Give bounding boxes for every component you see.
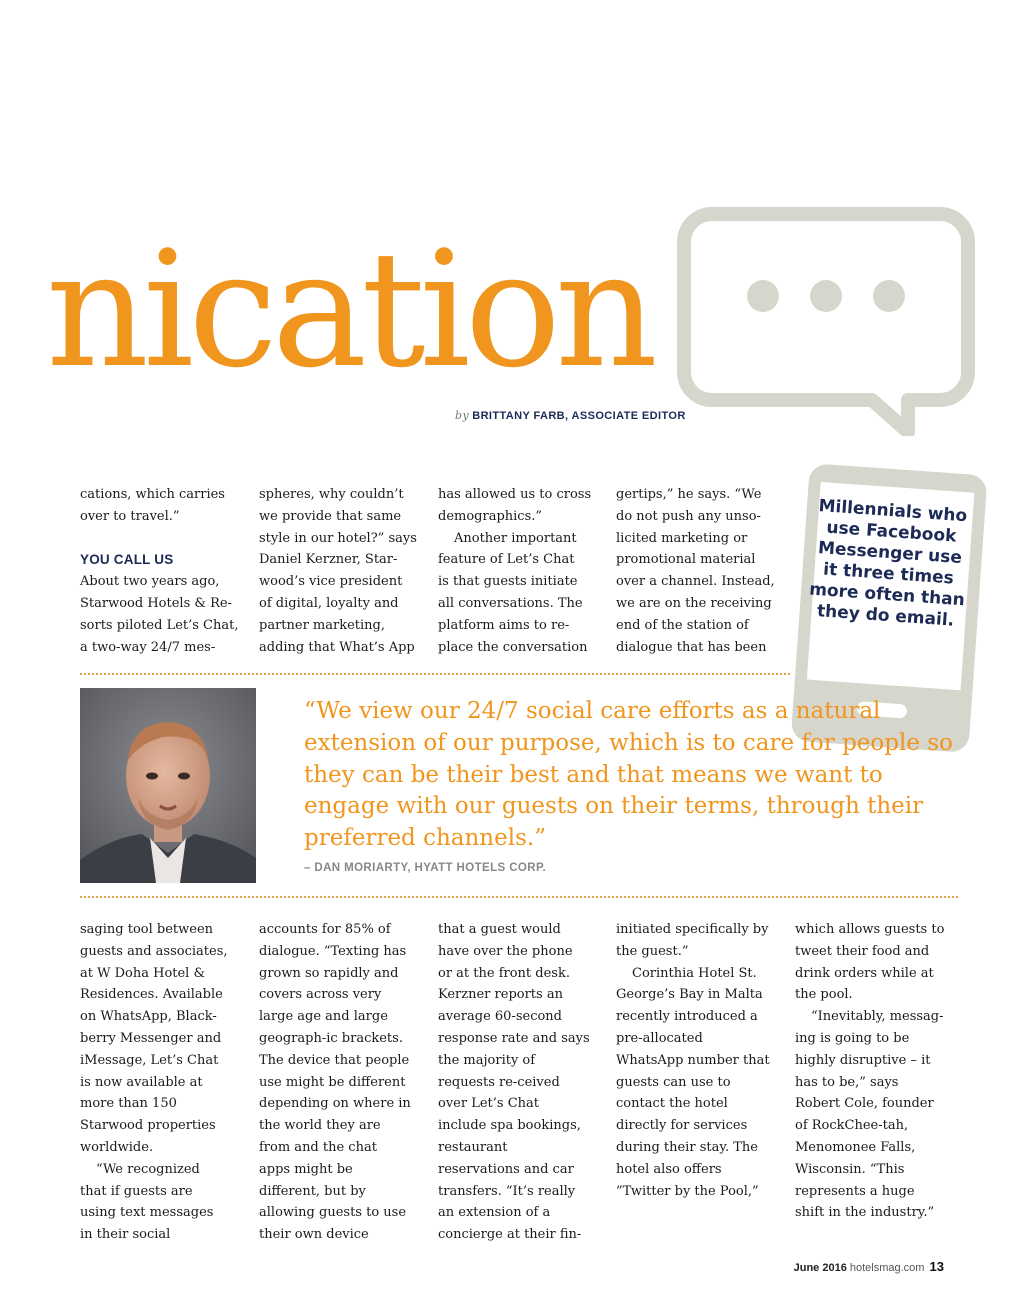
- text-line: end of the station of: [616, 617, 749, 633]
- top-column-4: [616, 484, 781, 658]
- text-line: adding that What’s App: [259, 639, 415, 655]
- text-line: we provide that same: [259, 508, 402, 524]
- pull-quote: “We view our 24/7 social care efforts as a natural extension of our purpose, which is to care for people so they can be their best and that means we want to engage with our guests on their terms, through their preferred channels.”: [304, 698, 953, 852]
- paragraph: Corinthia Hotel St. George’s Bay in Malta recently introduced a pre-allocated WhatsApp number that guests can use to contact the hotel directly for services during their stay. The hotel also offers ”Twitter by the Pool,”: [616, 965, 770, 1199]
- text-line: demographics.”: [438, 508, 543, 524]
- article-headline: nication: [46, 216, 653, 403]
- text-line: we are on the receiving: [616, 595, 772, 611]
- text-line: feature of Let’s Chat: [438, 552, 575, 568]
- text-line: a two-way 24/7 mes-: [80, 639, 216, 655]
- paragraph: accounts for 85% of dialogue. “Texting has grown so rapidly and covers across very large age and large geograph-ic brackets. The device that people use might be different depending on where in the world they are from and the chat apps might be different, but by allowing guests to use their own device: [259, 922, 411, 1243]
- top-column-2: [259, 484, 419, 658]
- text-line: style in our hotel?” says: [259, 530, 417, 546]
- top-column-3: [438, 484, 598, 658]
- text-line: promotional material: [616, 552, 756, 568]
- bottom-column-2: [259, 919, 411, 1246]
- section-divider: [80, 896, 958, 898]
- bottom-column-4: [616, 919, 772, 1202]
- byline-prefix: by: [455, 409, 470, 422]
- text-line: has allowed us to cross: [438, 487, 592, 502]
- text-line: About two years ago,: [80, 574, 220, 590]
- paragraph: that a guest would have over the phone or at the front desk. Kerzner reports an average 60-second response rate and says the majority of requests re-ceived over Let’s Chat include spa bookings, restaurant reservations and car transfers. “It’s really an extension of a concierge at their fin-: [438, 922, 590, 1243]
- text-line: wood’s vice president: [259, 574, 403, 590]
- section-divider: [80, 673, 790, 675]
- text-line: partner marketing,: [259, 617, 385, 633]
- text-line: Daniel Kerzner, Star-: [259, 552, 398, 568]
- byline-author: BRITTANY FARB, ASSOCIATE EDITOR: [472, 410, 686, 422]
- bottom-column-3: [438, 919, 590, 1246]
- text-line: cations, which carries: [80, 487, 225, 502]
- text-line: over a channel. Instead,: [616, 574, 775, 590]
- text-line: licited marketing or: [616, 530, 748, 546]
- text-line: over to travel.”: [80, 508, 180, 524]
- page-footer: [794, 1259, 944, 1274]
- text-line: spheres, why couldn’t: [259, 487, 404, 502]
- text-line: do not push any unso-: [616, 508, 761, 524]
- byline: [455, 409, 686, 422]
- bottom-column-5: [795, 919, 945, 1224]
- paragraph: “We recognized that if guests are using text messages in their social: [80, 1161, 214, 1243]
- section-subhead: YOU CALL US: [80, 552, 174, 568]
- text-line: sorts piloted Let’s Chat,: [80, 617, 239, 633]
- quote-attribution: – DAN MORIARTY, HYATT HOTELS CORP.: [304, 862, 547, 874]
- text-line: dialogue that has been: [616, 639, 767, 655]
- top-column-1: [80, 484, 240, 658]
- text-line: Starwood Hotels & Re-: [80, 595, 232, 611]
- text-line: of digital, loyalty and: [259, 595, 399, 611]
- paragraph: saging tool between guests and associates, at W Doha Hotel & Residences. Available on WhatsApp, Black-berry Messenger and iMessage, Let’s Chat is now available at more than 150 Starwood properties worldwide.: [80, 922, 228, 1155]
- text-line: platform aims to re-: [438, 617, 570, 633]
- text-line: is that guests initiate: [438, 574, 578, 590]
- website: hotelsmag.com: [849, 1262, 925, 1274]
- text-line: Another important: [454, 530, 577, 546]
- text-line: place the conversation: [438, 639, 588, 655]
- text-line: gertips,” he says. “We: [616, 487, 762, 502]
- portrait-photo: [80, 688, 256, 883]
- paragraph: “Inevitably, messag-ing is going to be highly disruptive – it has to be,” says Robert Cole, founder of RockChee-tah, Menomonee Falls, Wisconsin. “This represents a huge shift in the industry.”: [795, 1009, 944, 1221]
- text-line: all conversations. The: [438, 595, 583, 611]
- issue-date: June 2016: [793, 1262, 847, 1274]
- paragraph: which allows guests to tweet their food and drink orders while at the pool.: [795, 922, 945, 1003]
- bottom-column-1: [80, 919, 228, 1246]
- phone-callout-text: Millennials who use Facebook Messenger use it three times more often than they do email.: [808, 496, 968, 631]
- page-number: 13: [929, 1259, 944, 1274]
- paragraph: initiated specifically by the guest.”: [616, 922, 769, 959]
- chat-bubble-icon: [676, 206, 976, 436]
